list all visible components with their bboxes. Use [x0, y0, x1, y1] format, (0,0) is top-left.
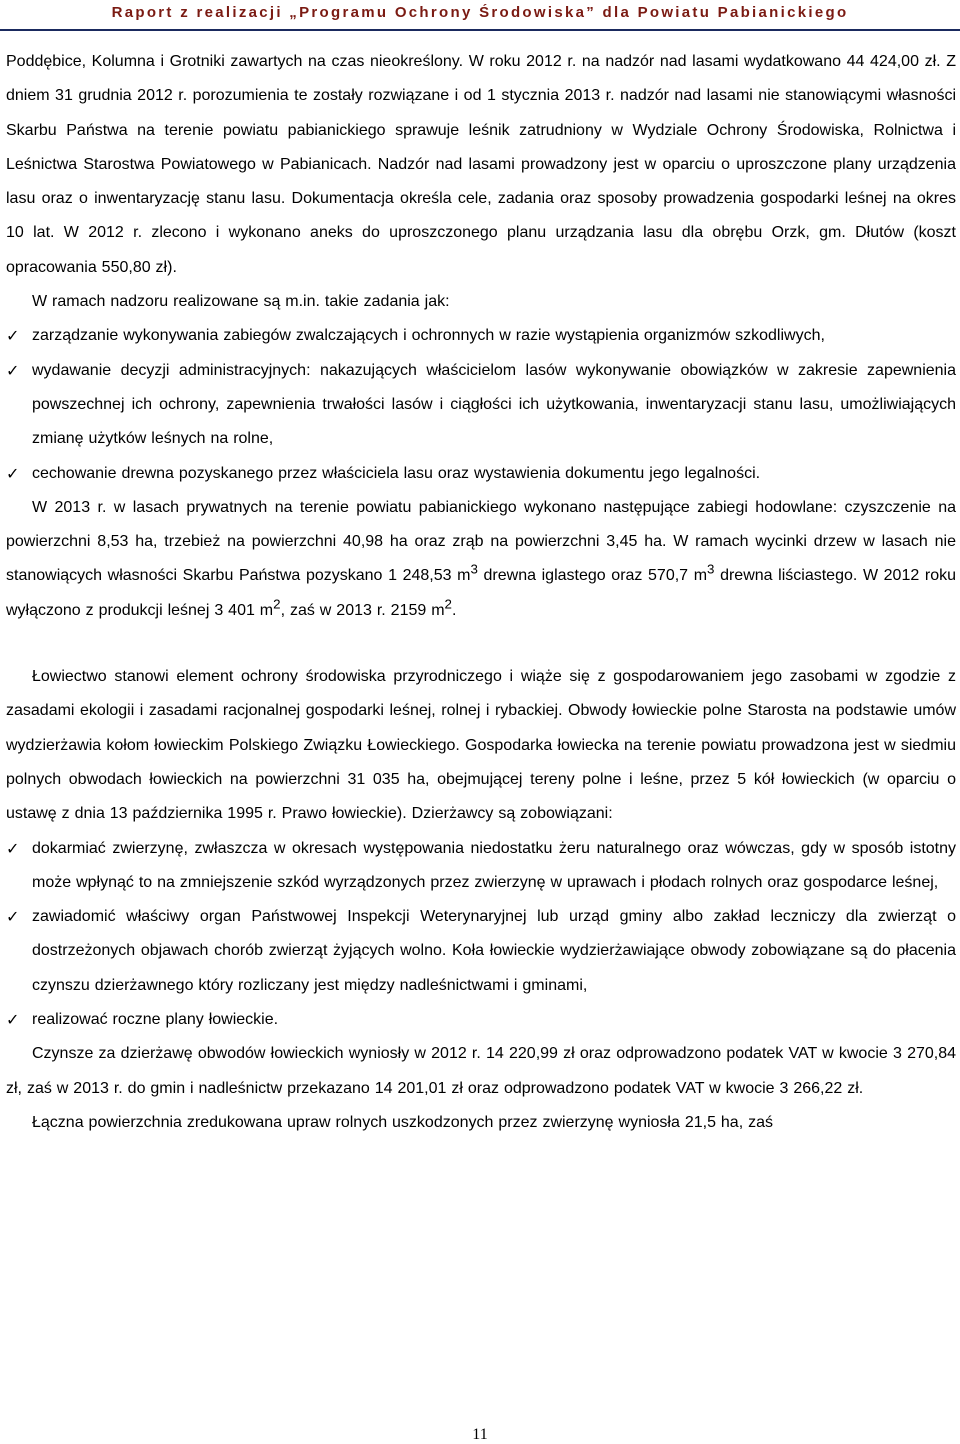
list-item: ✓ dokarmiać zwierzynę, zwłaszcza w okresach występowania niedostatku żeru naturalnego oraz wówczas, gdy w sposób istotny może wpłynąć to na zmniejszenie szkód wyrządzonych przez zwierzynę w uprawach i płodach rolnych oraz gospodarce leśnej,	[6, 832, 956, 901]
checkmark-icon: ✓	[6, 360, 20, 380]
list-item: ✓ wydawanie decyzji administracyjnych: nakazujących właścicielom lasów wykonywanie obowiązków w zakresie zapewnienia powszechnej ich ochrony, zapewnienia trwałości lasów i ciągłości ich użytkowania, inwentaryzacji stanu lasu, umożliwiających zmianę użytków leśnych na rolne,	[6, 354, 956, 457]
document-body	[6, 45, 956, 1140]
list-item: ✓ zarządzanie wykonywania zabiegów zwalczających i ochronnych w razie wystąpienia organizmów szkodliwych,	[6, 319, 956, 353]
checkmark-icon: ✓	[6, 326, 20, 346]
paragraph-forestry-2013: W 2013 r. w lasach prywatnych na terenie powiatu pabianickiego wykonano następujące zabiegi hodowlane: czyszczenie na powierzchni 8,53 ha, trzebież na powierzchni 40,98 ha oraz zrąb na powierzchni 3,45 ha. W ramach wycinki drzew w lasach nie stanowiących własności Skarbu Państwa pozyskano 1 248,53 $m^3$ drewna iglastego oraz 570,7 $m^3$ drewna liściastego. W 2012 roku wyłączono z produkcji leśnej 3 401 $m^2$, zaś w 2013 r. 2159 $m^2$.	[6, 498, 957, 619]
paragraph-forest-supervision: Poddębice, Kolumna i Grotniki zawartych na czas nieokreślony. W roku 2012 r. na nadzór nad lasami wydatkowano 44 424,00 zł. Z dniem 31 grudnia 2012 r. porozumienia te zostały rozwiązane i od 1 stycznia 2013 r. nadzór nad lasami nie stanowiącymi własności Skarbu Państwa na terenie powiatu pabianickiego sprawuje leśnik zatrudniony w Wydziale Ochrony Środowiska, Rolnictwa i Leśnictwa Starostwa Powiatowego w Pabianicach. Nadzór nad lasami prowadzony jest w oparciu o uproszczone plany urządzenia lasu oraz o inwentaryzację stanu lasu. Dokumentacja określa cele, zadania oraz sposoby prowadzenia gospodarki leśnej na okres 10 lat. W 2012 r. zlecono i wykonano aneks do uproszczonego planu urządzania lasu dla obrębu Orzk, gm. Dłutów (koszt opracowania 550,80 zł).	[6, 53, 956, 276]
page-number: 11	[472, 1426, 488, 1443]
header-rule	[0, 29, 960, 31]
list-item: ✓ cechowanie drewna pozyskanego przez właściciela lasu oraz wystawienia dokumentu jego legalności.	[6, 457, 956, 491]
list-item: ✓ zawiadomić właściwy organ Państwowej Inspekcji Weterynaryjnej lub urząd gminy albo zakład leczniczy dla zwierząt o dostrzeżonych objawach chorób zwierząt żyjących wolno. Koła łowieckie wydzierżawiające obwody zobowiązane są do płacenia czynszu dzierżawnego który rozliczany jest między nadleśnictwami i gminami,	[6, 900, 956, 1003]
paragraph-supervision-tasks-intro: W ramach nadzoru realizowane są m.in. takie zadania jak:	[32, 293, 450, 311]
tenant-obligations-list	[6, 832, 956, 1038]
paragraph-hunting: Łowiectwo stanowi element ochrony środowiska przyrodniczego i wiąże się z gospodarowaniem jego zasobami w zgodzie z zasadami ekologii i zasadami racjonalnej gospodarki leśnej, rolnej i rybackiej. Obwody łowieckie polne Starosta na podstawie umów wydzierżawia kołom łowieckim Polskiego Związku Łowieckiego. Gospodarka łowiecka na terenie powiatu prowadzona jest w siedmiu polnych obwodach łowieckich na powierzchni 31 035 ha, obejmującej tereny polne i leśne, przez 5 kół łowieckich (w oparciu o ustawę z dnia 13 października 1995 r. Prawo łowieckie). Dzierżawcy są zobowiązani:	[6, 668, 956, 823]
running-header: Raport z realizacji „Programu Ochrony Środowiska” dla Powiatu Pabianickiego	[111, 4, 849, 21]
list-item: ✓ realizować roczne plany łowieckie.	[6, 1003, 956, 1037]
checkmark-icon: ✓	[6, 838, 20, 858]
supervision-tasks-list	[6, 319, 956, 490]
checkmark-icon: ✓	[6, 463, 20, 483]
checkmark-icon: ✓	[6, 1010, 20, 1030]
paragraph-crop-damage: Łączna powierzchnia zredukowana upraw rolnych uszkodzonych przez zwierzynę wyniosła 21,5 ha, zaś	[32, 1113, 773, 1131]
paragraph-lease-rent: Czynsze za dzierżawę obwodów łowieckich wyniosły w 2012 r. 14 220,99 zł oraz odprowadzono podatek VAT w kwocie 3 270,84 zł, zaś w 2013 r. do gmin i nadleśnictw przekazano 14 201,01 zł oraz odprowadzono podatek VAT w kwocie 3 266,22 zł.	[6, 1045, 956, 1097]
checkmark-icon: ✓	[6, 907, 20, 927]
